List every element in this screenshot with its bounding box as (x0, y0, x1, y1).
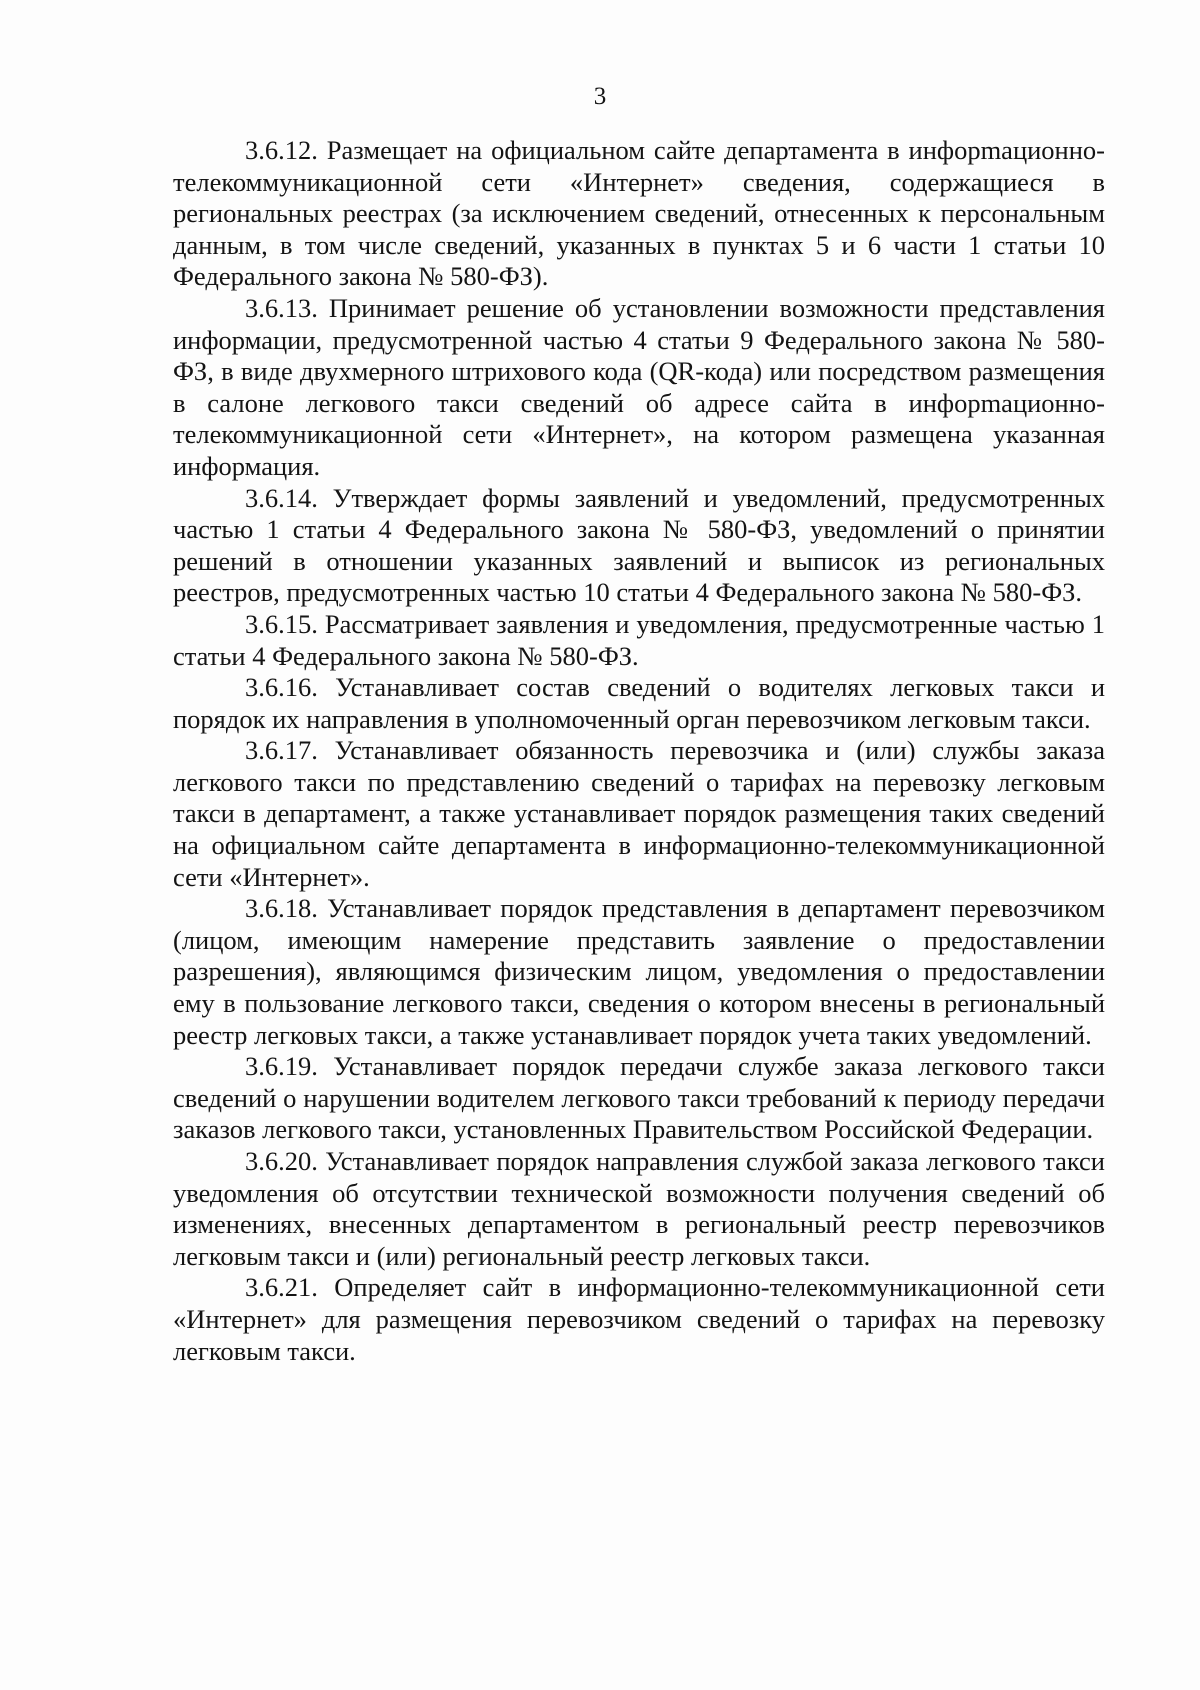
paragraph-3-6-19: 3.6.19. Устанавливает порядок передачи службе заказа легкового такси сведений о нарушении водителем легкового такси требований к периоду передачи заказов легкового такси, установленных Правительством Российской Федерации. (173, 1051, 1105, 1145)
page-number: 3 (593, 83, 607, 110)
paragraph-3-6-17: 3.6.17. Устанавливает обязанность перевозчика и (или) службы заказа легкового такси по представлению сведений о тарифах на перевозку легковым такси в департамент, а также устанавливает порядок размещения таких сведений на официальном сайте департамента в информационно-телекоммуникационной сети «Интернет». (173, 735, 1105, 892)
paragraph-3-6-13: 3.6.13. Принимает решение об установлении возможности представления информации, предусмотренной частью 4 статьи 9 Федерального закона № 580-ФЗ, в виде двухмерного штрихового кода (QR-кода) или посредством размещения в салоне легкового такси сведений об адресе сайта в инфорmационно-телекоммуникационной сети «Интернет», на котором размещена указанная информация. (173, 292, 1105, 481)
paragraph-3-6-16: 3.6.16. Устанавливает состав сведений о водителях легковых такси и порядок их направления в уполномоченный орган перевозчиком легковым такси. (173, 672, 1105, 734)
paragraph-3-6-15: 3.6.15. Рассматривает заявления и уведомления, предусмотренные частью 1 статьи 4 Федерального закона № 580-ФЗ. (173, 608, 1105, 671)
paragraph-3-6-20: 3.6.20. Устанавливает порядок направления службой заказа легкового такси уведомления об отсутствии технической возможности получения сведений об изменениях, внесенных департаментом в региональный реестр перевозчиков легковым такси и (или) региональный реестр легковых такси. (173, 1146, 1105, 1271)
paragraph-3-6-18: 3.6.18. Устанавливает порядок представления в департамент перевозчиком (лицом, имеющим намерение представить заявление о предоставлении разрешения), являющимся физическим лицом, уведомления о предоставлении ему в пользование легкового такси, сведения о котором внесены в региональный реестр легковых такси, а также устанавливает порядок учета таких уведомлений. (173, 893, 1105, 1050)
paragraph-3-6-12: 3.6.12. Размещает на официальном сайте департамента в инфорmационно-телекоммуникационной сети «Интернет» сведения, содержащиеся в региональных реестрах (за исключением сведений, отнесенных к персональным данным, в том числе сведений, указанных в пунктах 5 и 6 части 1 статьи 10 Федерального закона № 580-ФЗ). (173, 135, 1105, 292)
paragraph-3-6-14: 3.6.14. Утверждает формы заявлений и уведомлений, предусмотренных частью 1 статьи 4 Федерального закона № 580-ФЗ, уведомлений о принятии решений в отношении указанных заявлений и выписок из региональных реестров, предусмотренных частью 10 статьи 4 Федерального закона № 580-ФЗ. (173, 482, 1105, 608)
document-body (173, 135, 1105, 1367)
paragraph-3-6-21: 3.6.21. Определяет сайт в информационно-телекоммуникационной сети «Интернет» для размещения перевозчиком сведений о тарифах на перевозку легковым такси. (173, 1272, 1105, 1366)
